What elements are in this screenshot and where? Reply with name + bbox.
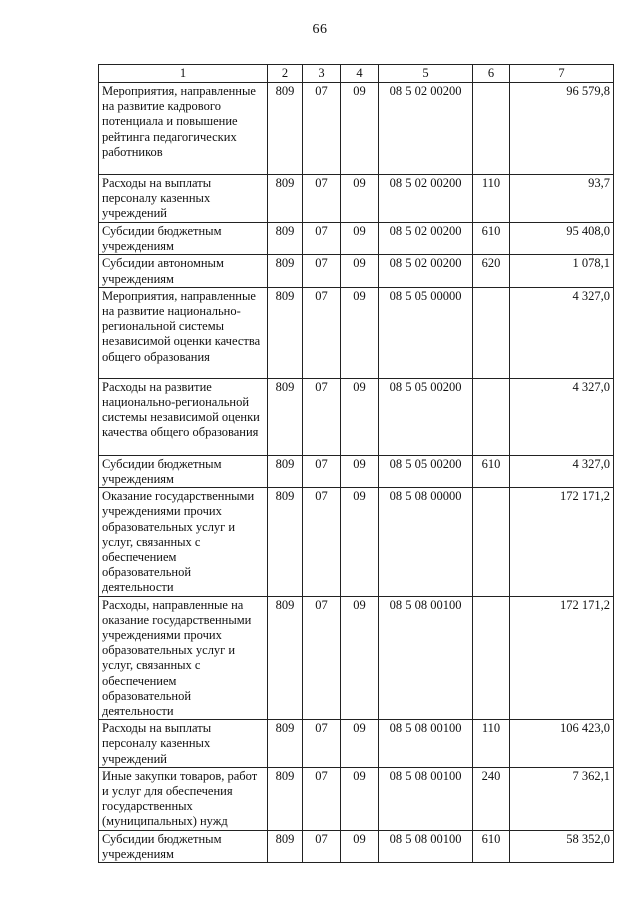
row-target: 08 5 08 00100: [379, 767, 473, 830]
row-expense-type: [473, 378, 510, 455]
row-section: 07: [303, 830, 341, 862]
row-grbs: 809: [268, 488, 303, 596]
row-target: 08 5 05 00200: [379, 455, 473, 487]
row-subsection: 09: [341, 455, 379, 487]
row-section: 07: [303, 455, 341, 487]
row-expense-type: [473, 83, 510, 175]
row-grbs: 809: [268, 830, 303, 862]
row-section: 07: [303, 720, 341, 768]
row-subsection: 09: [341, 287, 379, 378]
page-number: 66: [312, 22, 328, 37]
row-section: 07: [303, 83, 341, 175]
row-target: 08 5 08 00000: [379, 488, 473, 596]
row-subsection: 09: [341, 596, 379, 720]
column-header-name: 1: [99, 65, 268, 83]
table-row: [99, 455, 614, 487]
row-name: Субсидии бюджетным учреждениям: [99, 455, 268, 487]
table-row: [99, 767, 614, 830]
row-target: 08 5 02 00200: [379, 83, 473, 175]
table-row: [99, 830, 614, 862]
column-header-expense-type: 6: [473, 65, 510, 83]
row-amount: 96 579,8: [510, 83, 614, 175]
row-section: 07: [303, 223, 341, 255]
table-row: [99, 255, 614, 287]
row-target: 08 5 02 00200: [379, 255, 473, 287]
row-amount: 95 408,0: [510, 223, 614, 255]
row-grbs: 809: [268, 223, 303, 255]
row-section: 07: [303, 488, 341, 596]
row-subsection: 09: [341, 378, 379, 455]
column-header-subsection: 4: [341, 65, 379, 83]
row-expense-type: 610: [473, 223, 510, 255]
row-expense-type: 610: [473, 455, 510, 487]
row-target: 08 5 08 00100: [379, 720, 473, 768]
row-target: 08 5 05 00000: [379, 287, 473, 378]
row-amount: 4 327,0: [510, 287, 614, 378]
row-grbs: 809: [268, 255, 303, 287]
row-expense-type: 110: [473, 175, 510, 223]
row-name: Субсидии автономным учреждениям: [99, 255, 268, 287]
row-grbs: 809: [268, 455, 303, 487]
row-name: Расходы на развитие национально-региональной системы независимой оценки качества общего образования: [99, 378, 268, 455]
table-row: [99, 720, 614, 768]
table-row: [99, 175, 614, 223]
row-section: 07: [303, 596, 341, 720]
row-target: 08 5 02 00200: [379, 175, 473, 223]
row-grbs: 809: [268, 175, 303, 223]
row-name: Мероприятия, направленные на развитие национально-региональной системы независимой оценки качества общего образования: [99, 287, 268, 378]
row-amount: 7 362,1: [510, 767, 614, 830]
row-grbs: 809: [268, 596, 303, 720]
row-expense-type: 610: [473, 830, 510, 862]
row-amount: 172 171,2: [510, 488, 614, 596]
row-subsection: 09: [341, 488, 379, 596]
table-row: [99, 378, 614, 455]
row-amount: 93,7: [510, 175, 614, 223]
row-amount: 4 327,0: [510, 455, 614, 487]
row-name: Расходы на выплаты персоналу казенных учреждений: [99, 720, 268, 768]
row-subsection: 09: [341, 767, 379, 830]
row-subsection: 09: [341, 83, 379, 175]
table-row: [99, 287, 614, 378]
row-amount: 106 423,0: [510, 720, 614, 768]
row-name: Расходы на выплаты персоналу казенных учреждений: [99, 175, 268, 223]
row-subsection: 09: [341, 255, 379, 287]
row-expense-type: [473, 488, 510, 596]
row-subsection: 09: [341, 830, 379, 862]
row-grbs: 809: [268, 83, 303, 175]
budget-table: [98, 64, 614, 863]
row-amount: 58 352,0: [510, 830, 614, 862]
row-amount: 4 327,0: [510, 378, 614, 455]
row-amount: 172 171,2: [510, 596, 614, 720]
row-name: Субсидии бюджетным учреждениям: [99, 223, 268, 255]
row-section: 07: [303, 378, 341, 455]
column-header-grbs: 2: [268, 65, 303, 83]
table-header-row: [99, 65, 614, 83]
row-expense-type: 240: [473, 767, 510, 830]
row-expense-type: [473, 287, 510, 378]
table-row: [99, 223, 614, 255]
row-name: Расходы, направленные на оказание государственными учреждениями прочих образовательных услуг и услуг, связанных с обеспечением образовательной деятельности: [99, 596, 268, 720]
row-target: 08 5 02 00200: [379, 223, 473, 255]
row-name: Оказание государственными учреждениями прочих образовательных услуг и услуг, связанных с обеспечением образовательной деятельности: [99, 488, 268, 596]
row-expense-type: 620: [473, 255, 510, 287]
row-section: 07: [303, 287, 341, 378]
row-grbs: 809: [268, 720, 303, 768]
row-section: 07: [303, 175, 341, 223]
row-target: 08 5 08 00100: [379, 596, 473, 720]
table-row: [99, 488, 614, 596]
row-subsection: 09: [341, 223, 379, 255]
row-name: Субсидии бюджетным учреждениям: [99, 830, 268, 862]
row-section: 07: [303, 767, 341, 830]
row-name: Мероприятия, направленные на развитие кадрового потенциала и повышение рейтинга педагогических работников: [99, 83, 268, 175]
row-subsection: 09: [341, 720, 379, 768]
row-grbs: 809: [268, 378, 303, 455]
row-amount: 1 078,1: [510, 255, 614, 287]
column-header-amount: 7: [510, 65, 614, 83]
row-target: 08 5 05 00200: [379, 378, 473, 455]
row-grbs: 809: [268, 767, 303, 830]
column-header-section: 3: [303, 65, 341, 83]
row-target: 08 5 08 00100: [379, 830, 473, 862]
row-grbs: 809: [268, 287, 303, 378]
row-subsection: 09: [341, 175, 379, 223]
table-row: [99, 83, 614, 175]
row-expense-type: [473, 596, 510, 720]
column-header-target: 5: [379, 65, 473, 83]
row-section: 07: [303, 255, 341, 287]
row-expense-type: 110: [473, 720, 510, 768]
row-name: Иные закупки товаров, работ и услуг для обеспечения государственных (муниципальных) нужд: [99, 767, 268, 830]
table-row: [99, 596, 614, 720]
